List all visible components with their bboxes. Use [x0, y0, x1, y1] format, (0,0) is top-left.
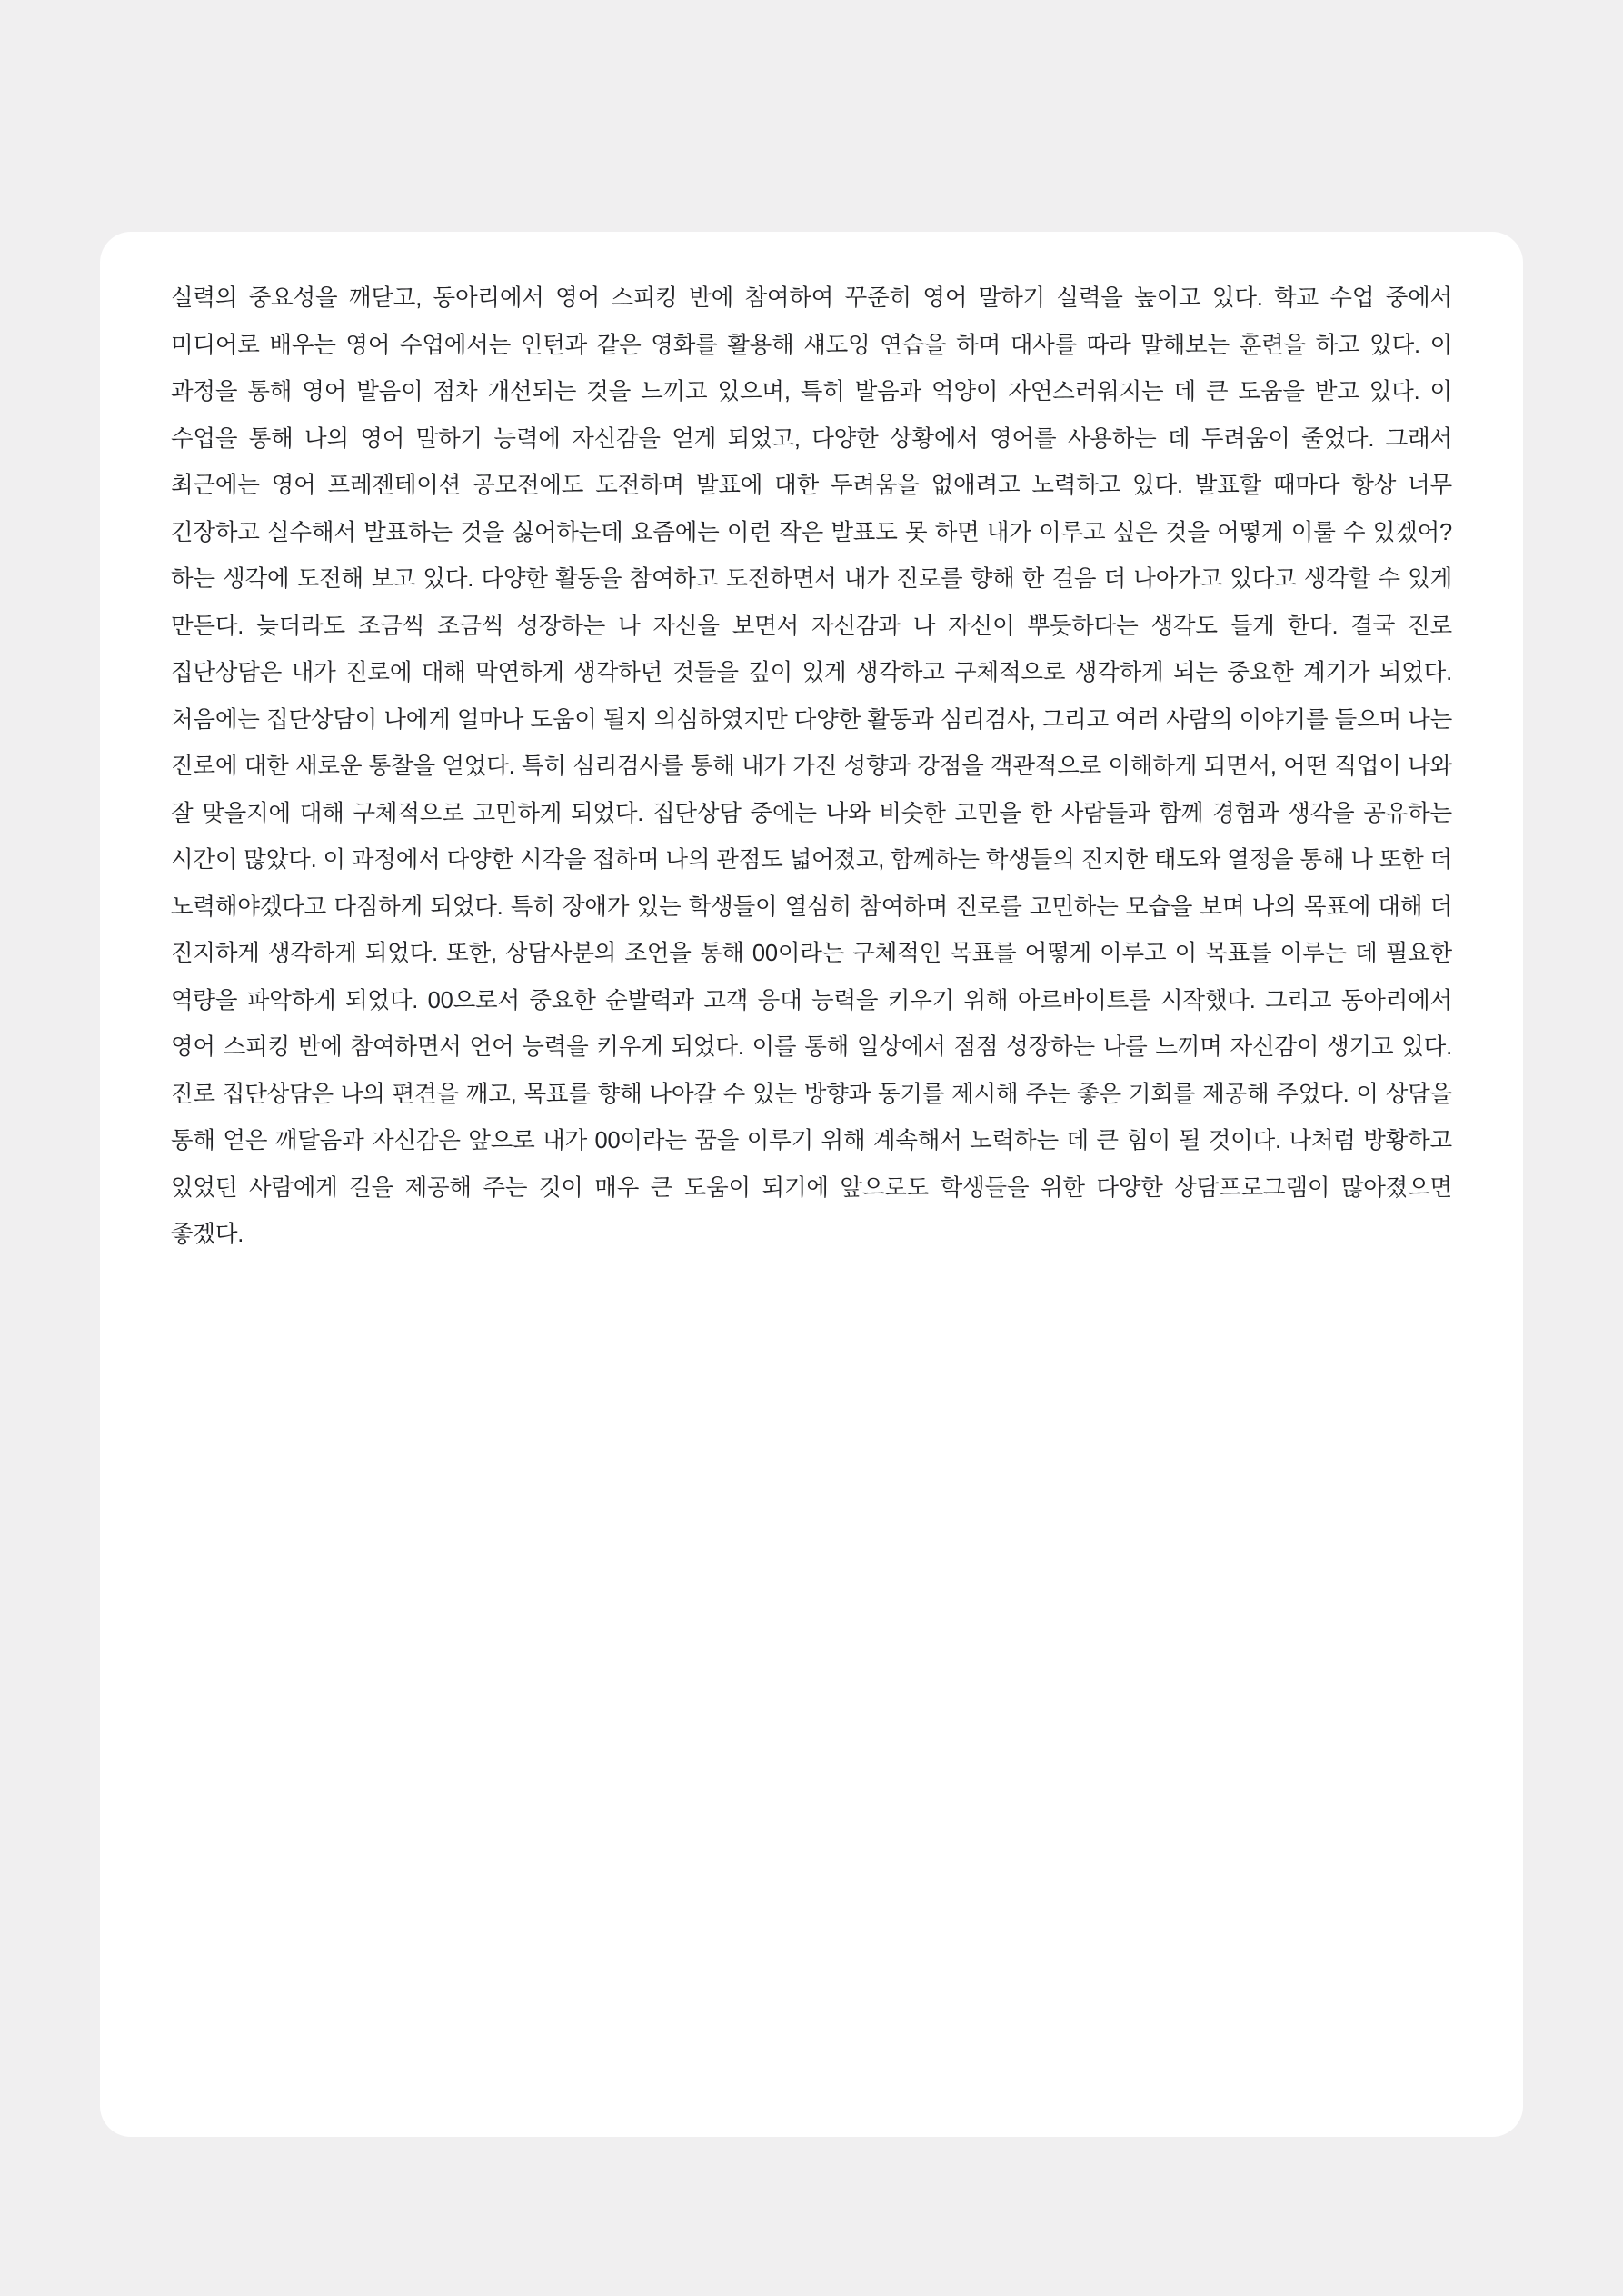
document-body-text: [171, 275, 1452, 1259]
document-sheet: [100, 232, 1523, 2137]
document-paragraph: 실력의 중요성을 깨닫고, 동아리에서 영어 스피킹 반에 참여하여 꾸준히 영어 말하기 실력을 높이고 있다. 학교 수업 중에서 미디어로 배우는 영어 수업에서는 인턴과 같은 영화를 활용해 섀도잉 연습을 하며 대사를 따라 말해보는 훈련을 하고 있다. 이 과정을 통해 영어 발음이 점차 개선되는 것을 느끼고 있으며, 특히 발음과 억양이 자연스러워지는 데 큰 도움을 받고 있다. 이 수업을 통해 나의 영어 말하기 능력에 자신감을 얻게 되었고, 다양한 상황에서 영어를 사용하는 데 두려움이 줄었다. 그래서 최근에는 영어 프레젠테이션 공모전에도 도전하며 발표에 대한 두려움을 없애려고 노력하고 있다. 발표할 때마다 항상 너무 긴장하고 실수해서 발표하는 것을 싫어하는데 요즘에는 이런 작은 발표도 못 하면 내가 이루고 싶은 것을 어떻게 이룰 수 있겠어? 하는 생각에 도전해 보고 있다. 다양한 활동을 참여하고 도전하면서 내가 진로를 향해 한 걸음 더 나아가고 있다고 생각할 수 있게 만든다. 늦더라도 조금씩 조금씩 성장하는 나 자신을 보면서 자신감과 나 자신이 뿌듯하다는 생각도 들게 한다. 결국 진로 집단상담은 내가 진로에 대해 막연하게 생각하던 것들을 깊이 있게 생각하고 구체적으로 생각하게 되는 중요한 계기가 되었다. 처음에는 집단상담이 나에게 얼마나 도움이 될지 의심하였지만 다양한 활동과 심리검사, 그리고 여러 사람의 이야기를 들으며 나는 진로에 대한 새로운 통찰을 얻었다. 특히 심리검사를 통해 내가 가진 성향과 강점을 객관적으로 이해하게 되면서, 어떤 직업이 나와 잘 맞을지에 대해 구체적으로 고민하게 되었다. 집단상담 중에는 나와 비슷한 고민을 한 사람들과 함께 경험과 생각을 공유하는 시간이 많았다. 이 과정에서 다양한 시각을 접하며 나의 관점도 넓어졌고, 함께하는 학생들의 진지한 태도와 열정을 통해 나 또한 더 노력해야겠다고 다짐하게 되었다. 특히 장애가 있는 학생들이 열심히 참여하며 진로를 고민하는 모습을 보며 나의 목표에 대해 더 진지하게 생각하게 되었다. 또한, 상담사분의 조언을 통해 00이라는 구체적인 목표를 어떻게 이루고 이 목표를 이루는 데 필요한 역량을 파악하게 되었다. 00으로서 중요한 순발력과 고객 응대 능력을 키우기 위해 아르바이트를 시작했다. 그리고 동아리에서 영어 스피킹 반에 참여하면서 언어 능력을 키우게 되었다. 이를 통해 일상에서 점점 성장하는 나를 느끼며 자신감이 생기고 있다. 진로 집단상담은 나의 편견을 깨고, 목표를 향해 나아갈 수 있는 방향과 동기를 제시해 주는 좋은 기회를 제공해 주었다. 이 상담을 통해 얻은 깨달음과 자신감은 앞으로 내가 00이라는 꿈을 이루기 위해 계속해서 노력하는 데 큰 힘이 될 것이다. 나처럼 방황하고 있었던 사람에게 길을 제공해 주는 것이 매우 큰 도움이 되기에 앞으로도 학생들을 위한 다양한 상담프로그램이 많아졌으면 좋겠다.: [171, 285, 1452, 1247]
